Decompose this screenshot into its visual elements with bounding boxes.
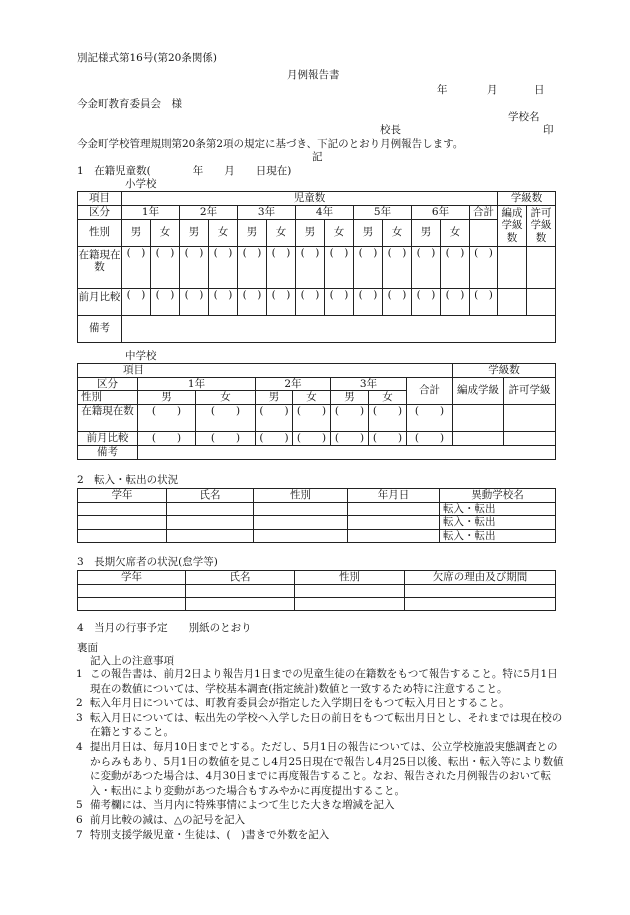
count-cell: ( ) <box>441 288 470 315</box>
section1-title: 1 在籍児童数( 年 月 日現在) <box>77 165 292 177</box>
count-cell: ( ) <box>407 404 453 431</box>
count-cell: ( ) <box>180 246 209 288</box>
male-header: 男 <box>331 391 369 405</box>
table-row <box>78 529 556 543</box>
remarks-cell <box>122 315 556 342</box>
count-cell: ( ) <box>407 431 453 445</box>
notes-title: 記入上の注意事項 <box>90 655 174 667</box>
enrolled-row-header: 在籍現在数 <box>78 246 122 288</box>
note-item: 3 転入月日については、転出先の学校へ入学した日の前日をもつて転出月日とし、それまでは現在校の在籍とすること。 <box>76 711 563 739</box>
count-cell: ( ) <box>138 431 196 445</box>
section4-title: 4 当月の行事予定 別紙のとおり <box>77 622 252 634</box>
class-cell <box>527 246 556 288</box>
grade-header: 6年 <box>412 205 470 219</box>
class-cell <box>498 288 527 315</box>
count-cell: ( ) <box>238 288 267 315</box>
elementary-label: 小学校 <box>125 178 157 190</box>
count-cell: ( ) <box>122 246 151 288</box>
count-cell: ( ) <box>369 404 407 431</box>
count-cell: ( ) <box>383 288 412 315</box>
count-cell: ( ) <box>267 246 296 288</box>
class-cell <box>504 431 556 445</box>
count-cell: ( ) <box>138 404 196 431</box>
grade-header: 3年 <box>238 205 296 219</box>
female-header: 女 <box>293 391 331 405</box>
absence-header: 性別 <box>295 571 405 585</box>
count-cell: ( ) <box>412 246 441 288</box>
count-cell: ( ) <box>331 431 369 445</box>
regular-class-header: 編成学級数 <box>498 205 527 246</box>
regular-class-header: 編成学級 <box>453 377 504 404</box>
count-cell: ( ) <box>293 404 331 431</box>
male-header: 男 <box>180 219 209 246</box>
count-cell: ( ) <box>256 404 293 431</box>
absence-header: 氏名 <box>186 571 295 585</box>
count-cell: ( ) <box>369 431 407 445</box>
transfer-header: 氏名 <box>167 489 254 503</box>
count-cell: ( ) <box>354 246 383 288</box>
table-row <box>78 516 556 530</box>
transfer-table <box>77 488 556 543</box>
count-cell: ( ) <box>354 288 383 315</box>
class-cell <box>453 431 504 445</box>
male-header: 男 <box>354 219 383 246</box>
count-cell: ( ) <box>331 404 369 431</box>
transfer-header: 異動学校名 <box>440 489 556 503</box>
female-header: 女 <box>267 219 296 246</box>
count-cell: ( ) <box>196 404 256 431</box>
item-header: 項目 <box>78 192 122 206</box>
table-row <box>78 502 556 516</box>
male-header: 男 <box>238 219 267 246</box>
note-item: 7 特別支援学級児童・生徒は、( )書きで外数を記入 <box>76 828 330 841</box>
date-month: 月 <box>487 84 498 96</box>
count-cell: ( ) <box>325 246 354 288</box>
permitted-class-header: 許可学級数 <box>527 205 556 246</box>
female-header: 女 <box>151 219 180 246</box>
note-item: 2 転入年月日については、町教育委員会が指定した入学期日をもつて転入月日とすること。 <box>76 697 510 710</box>
section2-title: 2 転入・転出の状況 <box>77 474 179 486</box>
count-cell: ( ) <box>296 288 325 315</box>
count-cell: ( ) <box>151 246 180 288</box>
date-year: 年 <box>437 84 448 96</box>
male-header: 男 <box>122 219 151 246</box>
grade-header: 4年 <box>296 205 354 219</box>
division-header: 区分 <box>78 377 138 391</box>
junior-table <box>77 363 556 460</box>
division-header: 区分 <box>78 205 122 219</box>
intro-text: 今金町学校管理規則第20条第2項の規定に基づき、下記のとおり月例報告します。 <box>77 138 464 150</box>
total-blank-cell <box>470 219 498 246</box>
absence-table <box>77 570 556 611</box>
enrolled-row-header: 在籍現在数 <box>78 404 138 431</box>
count-cell: ( ) <box>441 246 470 288</box>
sex-header: 性別 <box>78 219 122 246</box>
table-row <box>78 597 556 610</box>
elementary-table <box>77 191 556 343</box>
total-header: 合計 <box>407 377 453 404</box>
classes-header: 学級数 <box>498 192 556 206</box>
class-cell <box>498 246 527 288</box>
date-day: 日 <box>534 84 545 96</box>
absence-header: 欠席の理由及び期間 <box>405 571 556 585</box>
male-header: 男 <box>138 391 196 405</box>
count-cell: ( ) <box>267 288 296 315</box>
grade-header: 1年 <box>122 205 180 219</box>
addressee: 今金町教育委員会 様 <box>77 98 182 110</box>
transfer-header: 学年 <box>78 489 167 503</box>
permitted-class-header: 許可学級 <box>504 377 556 404</box>
female-header: 女 <box>196 391 256 405</box>
sex-header: 性別 <box>78 391 138 405</box>
classes-header: 学級数 <box>453 364 556 378</box>
count-cell: ( ) <box>238 246 267 288</box>
item-header: 項目 <box>78 364 453 378</box>
class-cell <box>453 404 504 431</box>
back-label: 裏面 <box>77 642 98 654</box>
grade-header: 5年 <box>354 205 412 219</box>
transfer-header: 年月日 <box>348 489 440 503</box>
note-item: 6 前月比較の減は、△の記号を記入 <box>76 813 246 826</box>
female-header: 女 <box>441 219 470 246</box>
junior-label: 中学校 <box>125 350 157 362</box>
ki-label: 記 <box>312 151 323 163</box>
principal-label: 校長 <box>380 124 401 136</box>
female-header: 女 <box>325 219 354 246</box>
count-cell: ( ) <box>180 288 209 315</box>
count-cell: ( ) <box>383 246 412 288</box>
transfer-header: 性別 <box>254 489 348 503</box>
female-header: 女 <box>209 219 238 246</box>
note-item: 5 備考欄には、当月内に特殊事情によつて生じた大きな増減を記入 <box>76 799 395 812</box>
transfer-cell: 転入・転出 <box>440 516 556 530</box>
count-cell: ( ) <box>412 288 441 315</box>
grade-header: 2年 <box>180 205 238 219</box>
grade-header: 3年 <box>331 377 407 391</box>
page-title: 月例報告書 <box>287 69 340 81</box>
class-cell <box>527 288 556 315</box>
male-header: 男 <box>256 391 293 405</box>
total-header: 合計 <box>470 205 498 219</box>
note-item: 4 提出月日は、毎月10日までとする。ただし、5月1日の報告については、公立学校施設実態調査とのからみもあり、5月1日の数値を見こし4月25日現在で報告し4月25日以後、転出・転入等により数値に変動があつた場合は、4月30日までに再度報告すること。なお、報告された月例報告のおいて転入・転出により変動があつた場合もすみやかに再度提出すること。 <box>76 740 564 797</box>
count-cell: ( ) <box>256 431 293 445</box>
section3-title: 3 長期欠席者の状況(怠学等) <box>77 556 218 568</box>
count-cell: ( ) <box>293 431 331 445</box>
children-count-header: 児童数 <box>122 192 498 206</box>
count-cell: ( ) <box>209 246 238 288</box>
remarks-cell <box>138 445 556 459</box>
prev-compare-row-header: 前月比較 <box>78 431 138 445</box>
notes-list <box>76 667 566 842</box>
note-item: 1 この報告書は、前月2日より報告月1日までの児童生徒の在籍数をもつて報告すること。特に5月1日現在の数値については、学校基本調査(指定統計)数値と一致するため特に注意すること。 <box>76 668 558 695</box>
count-cell: ( ) <box>470 246 498 288</box>
seal-label: 印 <box>543 124 554 136</box>
female-header: 女 <box>383 219 412 246</box>
table-row <box>78 584 556 597</box>
female-header: 女 <box>369 391 407 405</box>
count-cell: ( ) <box>151 288 180 315</box>
class-cell <box>504 404 556 431</box>
remarks-row-header: 備考 <box>78 315 122 342</box>
count-cell: ( ) <box>470 288 498 315</box>
count-cell: ( ) <box>196 431 256 445</box>
male-header: 男 <box>412 219 441 246</box>
transfer-cell: 転入・転出 <box>440 529 556 543</box>
grade-header: 1年 <box>138 377 256 391</box>
count-cell: ( ) <box>209 288 238 315</box>
grade-header: 2年 <box>256 377 331 391</box>
school-name-label: 学校名 <box>508 111 540 123</box>
form-number: 別記様式第16号(第20条関係) <box>77 52 217 64</box>
absence-header: 学年 <box>78 571 186 585</box>
male-header: 男 <box>296 219 325 246</box>
count-cell: ( ) <box>296 246 325 288</box>
prev-compare-row-header: 前月比較 <box>78 288 122 315</box>
transfer-cell: 転入・転出 <box>440 502 556 516</box>
remarks-row-header: 備考 <box>78 445 138 459</box>
count-cell: ( ) <box>325 288 354 315</box>
count-cell: ( ) <box>122 288 151 315</box>
